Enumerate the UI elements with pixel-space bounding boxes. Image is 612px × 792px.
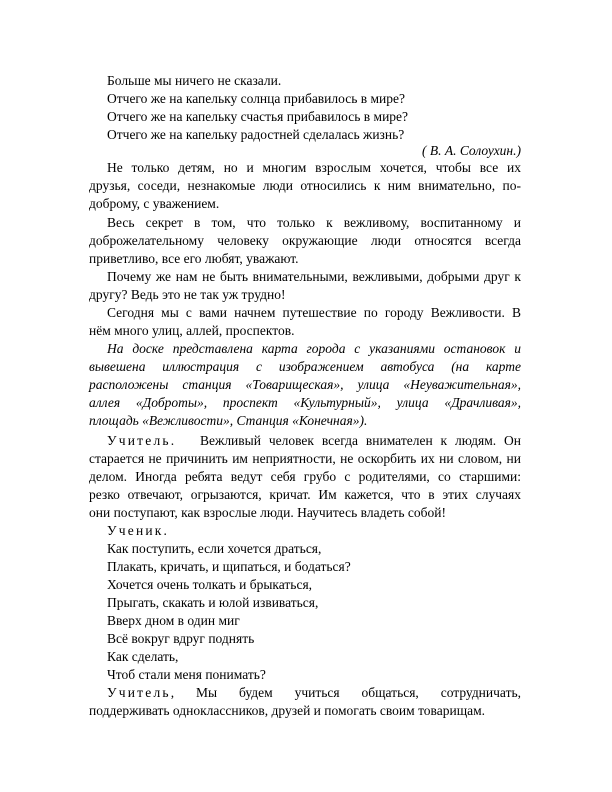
dialogue-line: резко отвечают, огрызаются, кричат. Им кажется, что в этих случаях (89, 487, 521, 502)
paragraph-line: доброму, с уважением. (89, 196, 220, 211)
note-line: вывешена иллюстрация с изображением автобуса (на карте (89, 359, 521, 374)
paragraph-line: друзья, соседи, незнакомые люди относились к ним внимательно, по- (89, 178, 521, 193)
note-line: На доске представлена карта города с указаниями остановок и (107, 341, 521, 356)
note-line: расположены станция «Товарищеская», улица «Неуважительная», (89, 377, 521, 392)
verse-line: Как сделать, (107, 649, 179, 664)
dialogue-line: поддерживать одноклассников, друзей и помогать своим товарищам. (89, 703, 486, 718)
paragraph-line: Почему же нам не быть внимательными, вежливыми, добрыми друг к (107, 269, 521, 284)
paragraph-line: другу? Ведь это не так уж трудно! (89, 287, 286, 302)
dialogue-line: делом. Иногда ребята ведут себя грубо с родителями, со старшими: (89, 469, 521, 484)
paragraph-line: нём много улиц, аллей, проспектов. (89, 323, 295, 338)
poem-line: Отчего же на капельку солнца прибавилось в мире? (107, 91, 406, 106)
poem-line: Отчего же на капельку радостней сделалась жизнь? (107, 127, 405, 142)
verse-line: Чтоб стали меня понимать? (107, 667, 266, 682)
poem-line: Отчего же на капельку счастья прибавилось в мире? (107, 109, 409, 124)
speaker-student: Ученик. (107, 523, 170, 538)
note-line: площадь «Вежливости», Станция «Конечная»). (89, 413, 368, 428)
dialogue-line: Вежливый человек всегда внимателен к людям. Он (200, 433, 521, 448)
speaker-teacher: Учитель. (107, 433, 177, 448)
dialogue-line: старается не причинить им неприятности, не оскорбить их ни словом, ни (89, 451, 521, 466)
poem-line: Больше мы ничего не сказали. (107, 73, 282, 88)
speaker-teacher: Учитель, (107, 685, 177, 700)
verse-line: Вверх дном в один миг (107, 613, 240, 628)
dialogue-line: они поступают, как взрослые люди. Научитесь владеть собой! (89, 505, 446, 520)
paragraph-line: Сегодня мы с вами начнем путешествие по городу Вежливости. В (107, 305, 521, 320)
poem-author: ( В. А. Солоухин.) (421, 143, 521, 158)
verse-line: Плакать, кричать, и щипаться, и бодаться? (107, 559, 351, 574)
paragraph-line: доброжелательному человеку окружающие люди относятся всегда (89, 233, 521, 248)
verse-line: Хочется очень толкать и брыкаться, (107, 577, 313, 592)
dialogue-line: Мы будем учиться общаться, сотрудничать, (196, 685, 521, 700)
verse-line: Прыгать, скакать и юлой извиваться, (107, 595, 319, 610)
paragraph-line: приветливо, все его любят, уважают. (89, 251, 299, 266)
verse-line: Как поступить, если хочется драться, (107, 541, 322, 556)
paragraph-line: Весь секрет в том, что только к вежливому, воспитанному и (107, 215, 521, 230)
note-line: аллея «Доброты», проспект «Культурный», улица «Драчливая», (89, 395, 521, 410)
verse-line: Всё вокруг вдруг поднять (107, 631, 255, 646)
paragraph-line: Не только детям, но и многим взрослым хочется, чтобы все их (107, 160, 521, 175)
